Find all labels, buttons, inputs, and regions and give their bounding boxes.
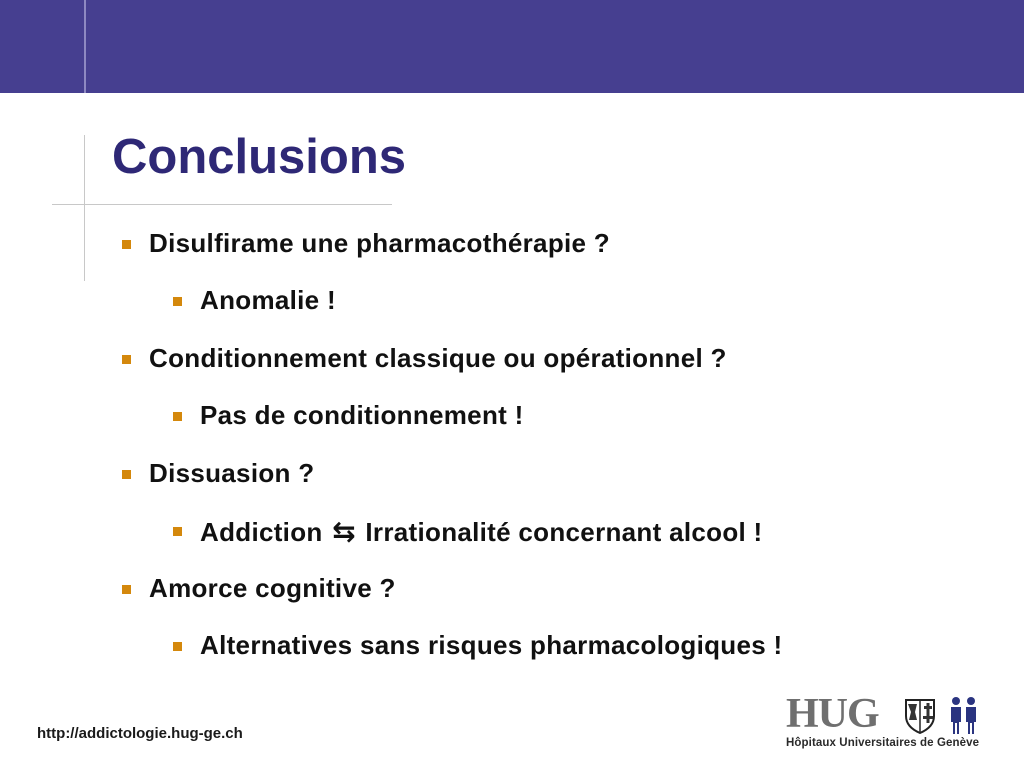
bullet-item — [149, 459, 314, 489]
bullet-marker — [122, 470, 131, 479]
logo-caption: Hôpitaux Universitaires de Genève — [786, 737, 980, 749]
bullet-item — [149, 229, 610, 259]
guide-line-vertical — [84, 135, 85, 281]
bidirectional-arrow-icon: ⇆ — [332, 516, 356, 547]
bullet-item — [149, 344, 727, 374]
footer-url[interactable]: http://addictologie.hug-ge.ch — [37, 725, 243, 742]
bullet-marker — [122, 240, 131, 249]
bullet-text: Anomalie ! — [200, 285, 336, 315]
bullet-text: Alternatives sans risques pharmacologiques ! — [200, 630, 783, 660]
slide-title: Conclusions — [112, 130, 407, 184]
bullet-marker — [122, 355, 131, 364]
bullet-text-after: Irrationalité concernant alcool ! — [365, 517, 763, 547]
bullet-text: Disulfirame une pharmacothérapie ? — [149, 228, 610, 258]
sub-bullet-item — [200, 631, 783, 661]
people-icon — [948, 696, 980, 736]
bullet-item — [149, 574, 396, 604]
header-divider — [84, 0, 86, 93]
bullet-text: Amorce cognitive ? — [149, 573, 396, 603]
bullet-marker — [173, 297, 182, 306]
bullet-marker — [122, 585, 131, 594]
sub-bullet-item — [200, 401, 524, 431]
bullet-marker — [173, 527, 182, 536]
header-band — [0, 0, 1024, 93]
bullet-marker — [173, 642, 182, 651]
logo-wordmark: HUG — [786, 691, 879, 737]
bullet-text: Dissuasion ? — [149, 458, 315, 488]
bullet-text: Pas de conditionnement ! — [200, 400, 524, 430]
guide-line-horizontal — [52, 204, 392, 205]
hug-logo — [786, 691, 986, 754]
sub-bullet-item — [200, 286, 336, 316]
sub-bullet-item — [200, 516, 763, 548]
bullet-text: Conditionnement classique ou opérationnel ? — [149, 343, 727, 373]
bullet-text-before: Addiction — [200, 517, 323, 547]
bullet-marker — [173, 412, 182, 421]
geneva-crest-icon — [904, 698, 936, 734]
